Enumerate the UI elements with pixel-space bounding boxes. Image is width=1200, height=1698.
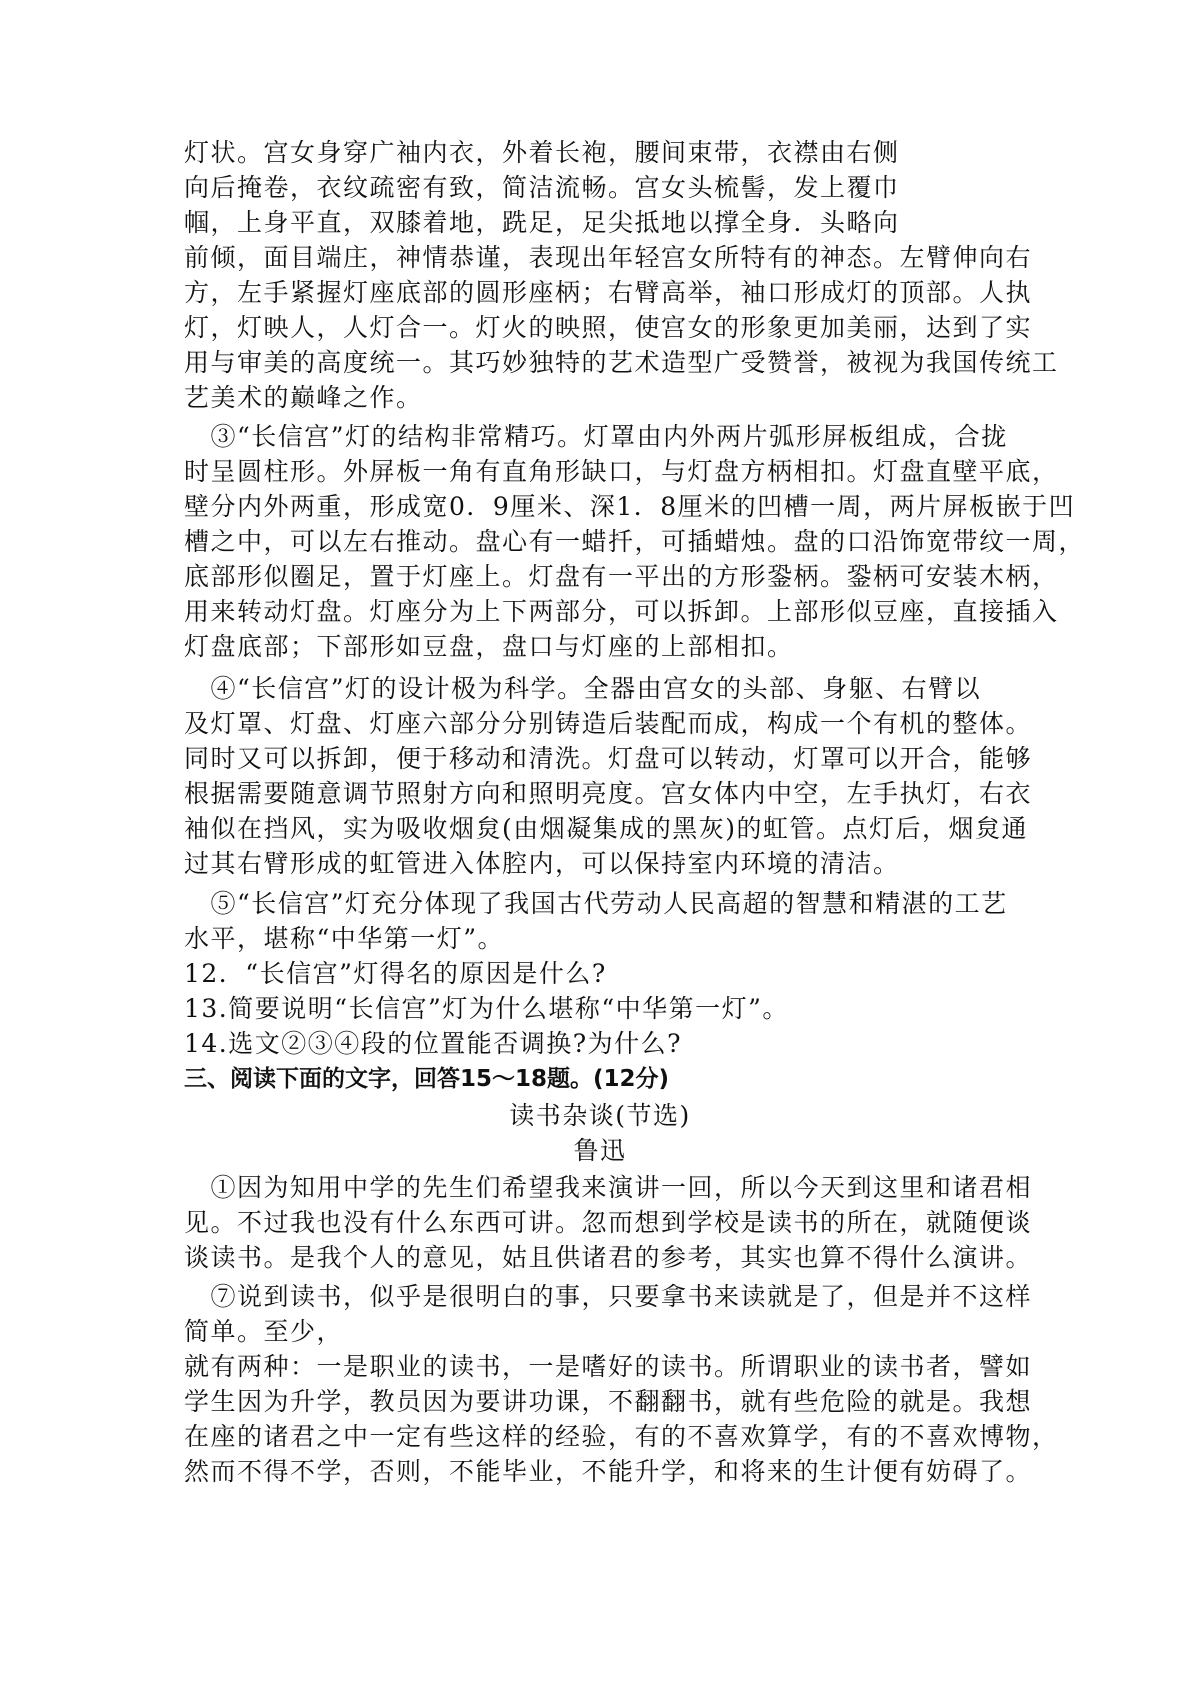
question-13: 13.简要说明“长信宫”灯为什么堪称“中华第一灯”。	[184, 994, 789, 1023]
text-line: 时呈圆柱形。外屏板一角有直角形缺口，与灯盘方柄相扣。灯盘直壁平底，	[184, 457, 1059, 486]
text-line: 方，左手紧握灯座底部的圆形座柄；右臂高举，袖口形成灯的顶部。人执	[184, 278, 1033, 307]
text-line: 然而不得不学，否则，不能毕业，不能升学，和将来的生计便有妨碍了。	[184, 1457, 1033, 1486]
text-line: 袖似在挡风，实为吸收烟炱(由烟凝集成的黑灰)的虹管。点灯后，烟炱通	[184, 814, 1029, 843]
article-author: 鲁迅	[573, 1136, 627, 1165]
text-line: 底部形似圈足，置于灯座上。灯盘有一平出的方形銎柄。銎柄可安装木柄，	[184, 562, 1059, 591]
text-line: 壁分内外两重，形成宽0．9厘米、深1．8厘米的凹槽一周，两片屏板嵌于凹	[184, 492, 1076, 521]
paragraph-1-line: ①因为知用中学的先生们希望我来演讲一回，所以今天到这里和诸君相	[184, 1173, 1033, 1202]
text-line: 同时又可以拆卸，便于移动和清洗。灯盘可以转动，灯罩可以开合，能够	[184, 744, 1033, 773]
text-line: 水平，堪称“中华第一灯”。	[184, 924, 505, 953]
text-line: 灯状。宫女身穿广袖内衣，外着长袍，腰间束带，衣襟由右侧	[184, 138, 900, 167]
text-line: 向后掩卷，衣纹疏密有致，简洁流畅。宫女头梳髻，发上覆巾	[184, 173, 900, 202]
text-line: 根据需要随意调节照射方向和照明亮度。宫女体内中空，左手执灯，右衣	[184, 779, 1033, 808]
text-line: 简单。至少，	[184, 1317, 344, 1346]
text-line: 帼，上身平直，双膝着地，跣足，足尖抵地以撑全身．头略向	[184, 208, 900, 237]
question-12: 12．“长信宫”灯得名的原因是什么?	[184, 959, 607, 988]
article-title: 读书杂谈(节选)	[509, 1101, 691, 1130]
paragraph-3-line: ③“长信宫”灯的结构非常精巧。灯罩由内外两片弧形屏板组成，合拢	[184, 422, 1008, 451]
text-line: 在座的诸君之中一定有些这样的经验，有的不喜欢算学，有的不喜欢博物，	[184, 1422, 1059, 1451]
section-heading: 三、阅读下面的文字，回答15～18题。(12分)	[184, 1066, 670, 1092]
text-line: 见。不过我也没有什么东西可讲。忽而想到学校是读书的所在，就随便谈	[184, 1208, 1033, 1237]
text-line: 前倾，面目端庄，神情恭谨，表现出年轻宫女所特有的神态。左臂伸向右	[184, 243, 1033, 272]
text-line: 槽之中，可以左右推动。盘心有一蜡扦，可插蜡烛。盘的口沿饰宽带纹一周，	[184, 527, 1086, 556]
text-line: 用与审美的高度统一。其巧妙独特的艺术造型广受赞誉，被视为我国传统工	[184, 348, 1059, 377]
text-line: 灯，灯映人，人灯合一。灯火的映照，使宫女的形象更加美丽，达到了实	[184, 313, 1033, 342]
text-line: 学生因为升学，教员因为要讲功课，不翻翻书，就有些危险的就是。我想	[184, 1387, 1033, 1416]
text-line: 谈读书。是我个人的意见，姑且供诸君的参考，其实也算不得什么演讲。	[184, 1243, 1033, 1272]
text-line: 及灯罩、灯盘、灯座六部分分别铸造后装配而成，构成一个有机的整体。	[184, 709, 1033, 738]
text-line: 灯盘底部；下部形如豆盘，盘口与灯座的上部相扣。	[184, 632, 794, 661]
paragraph-5-line: ⑤“长信宫”灯充分体现了我国古代劳动人民高超的智慧和精湛的工艺	[184, 889, 1008, 918]
text-line: 艺美术的巅峰之作。	[184, 383, 423, 412]
text-line: 用来转动灯盘。灯座分为上下两部分，可以拆卸。上部形似豆座，直接插入	[184, 597, 1059, 626]
text-line: 就有两种：一是职业的读书，一是嗜好的读书。所谓职业的读书者，譬如	[184, 1352, 1033, 1381]
question-14: 14.选文②③④段的位置能否调换?为什么?	[184, 1029, 683, 1058]
paragraph-4-line: ④“长信宫”灯的设计极为科学。全器由宫女的头部、身躯、右臂以	[184, 674, 982, 703]
text-line: 过其右臂形成的虹管进入体腔内，可以保持室内环境的清洁。	[184, 849, 900, 878]
paragraph-7-line: ⑦说到读书，似乎是很明白的事，只要拿书来读就是了，但是并不这样	[184, 1282, 1033, 1311]
